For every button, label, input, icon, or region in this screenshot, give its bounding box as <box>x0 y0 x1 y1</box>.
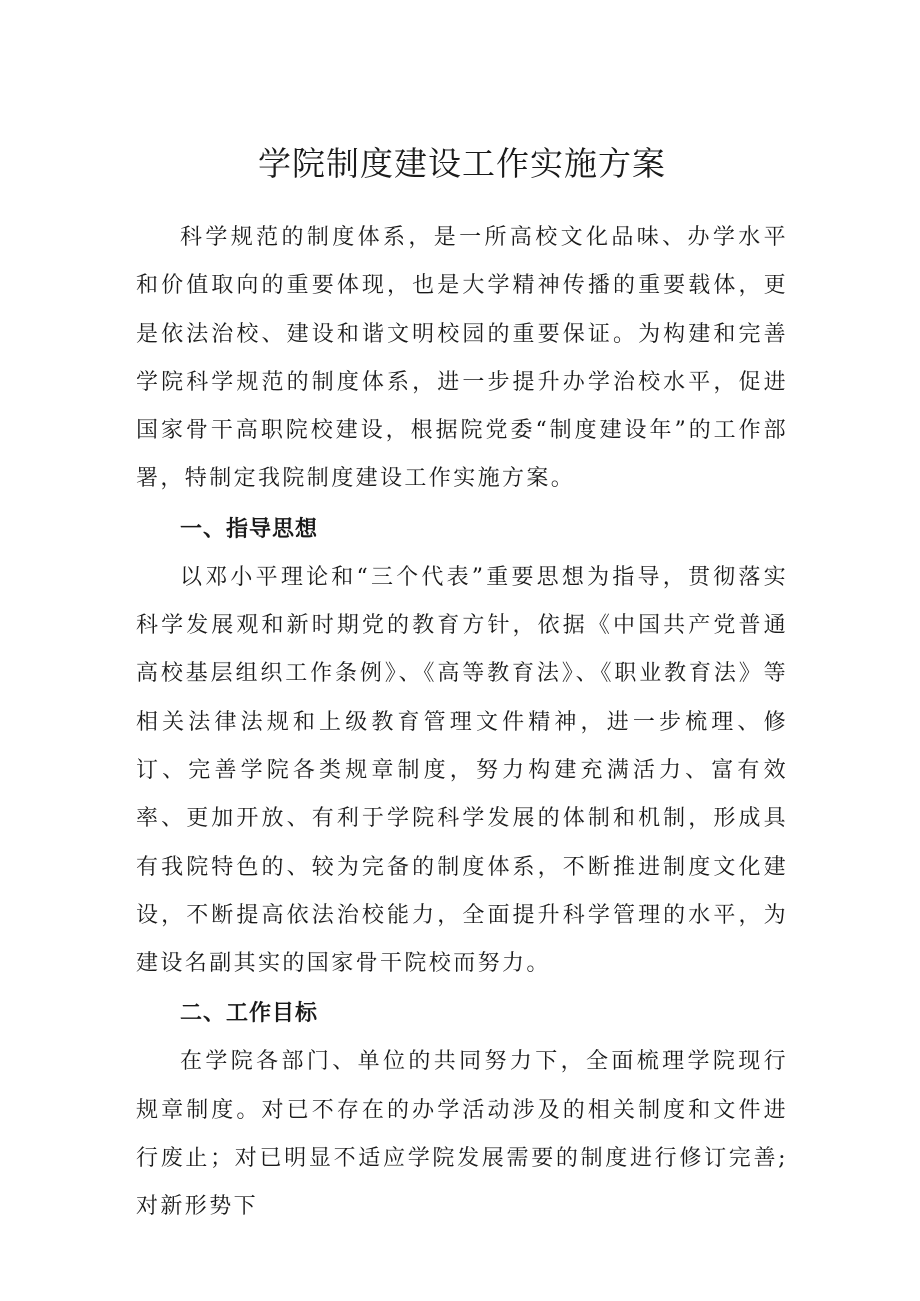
section-heading-work-goals: 二、工作目标 <box>180 1001 319 1027</box>
intro-paragraph: 科学规范的制度体系，是一所高校文化品味、办学水平和价值取向的重要体现，也是大学精神传播的重要载体，更是依法治校、建设和谐文明校园的重要保证。为构建和完善学院科学规范的制度体系，进一步提升办学治校水平，促进国家骨干高职院校建设，根据院党委“制度建设年”的工作部署，特制定我院制度建设工作实施方案。 <box>136 225 788 492</box>
document-title: 学院制度建设工作实施方案 <box>258 144 666 183</box>
section-body-work-goals: 在学院各部门、单位的共同努力下，全面梳理学院现行规章制度。对已不存在的办学活动涉及的相关制度和文件进行废止；对已明显不适应学院发展需要的制度进行修订完善;对新形势下 <box>136 1049 788 1220</box>
document-page <box>136 0 788 1232</box>
section-heading-guiding-ideology: 一、指导思想 <box>180 516 319 542</box>
section-body-guiding-ideology: 以邓小平理论和“三个代表”重要思想为指导，贯彻落实科学发展观和新时期党的教育方针，依据《中国共产党普通高校基层组织工作条例》、《高等教育法》、《职业教育法》等相关法律法规和上级教育管理文件精神，进一步梳理、修订、完善学院各类规章制度，努力构建充满活力、富有效率、更加开放、有利于学院科学发展的体制和机制，形成具有我院特色的、较为完备的制度体系，不断推进制度文化建设，不断提高依法治校能力，全面提升科学管理的水平，为建设名副其实的国家骨干院校而努力。 <box>136 564 788 977</box>
